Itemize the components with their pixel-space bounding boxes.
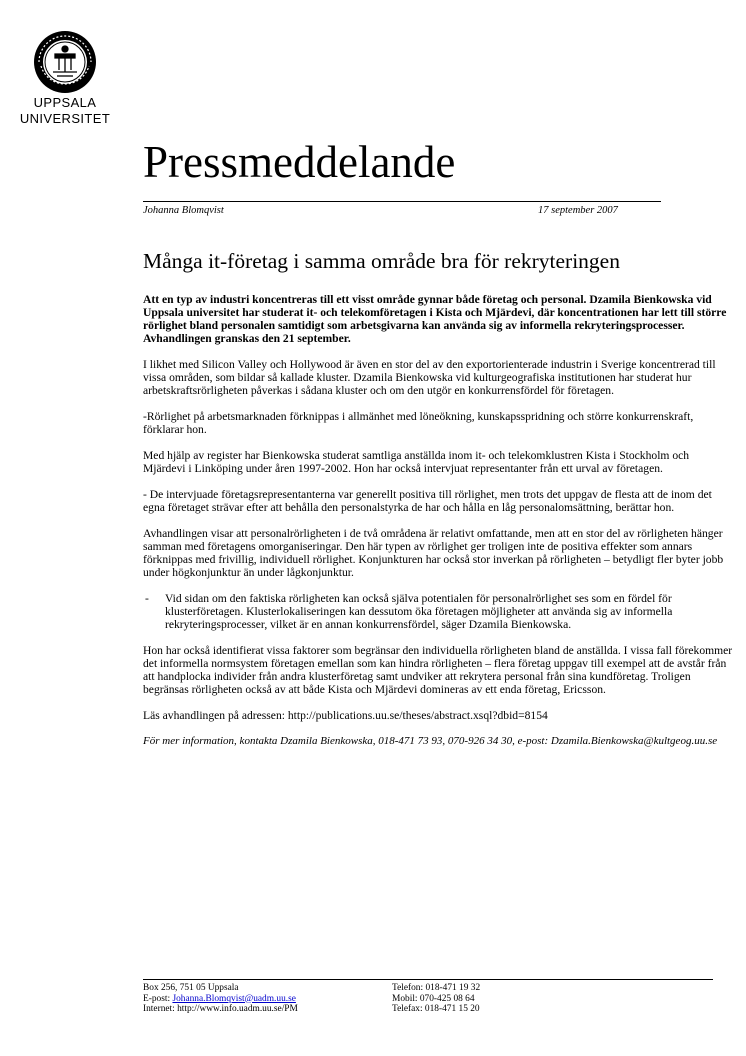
footer-divider: [143, 979, 713, 980]
university-name-line-1: UPPSALA: [33, 95, 97, 110]
footer-left: [143, 983, 298, 1015]
article-headline: Många it-företag i samma område bra för rekryteringen: [143, 249, 620, 273]
paragraph-1: I likhet med Silicon Valley och Hollywood är även en stor del av den exportorienterade industrin i Sverige koncentrerad till vissa områden, som bildar så kallade kluster. Dzamila Bienkowska vid kulturgeografiska institutionen har studerat hur arbetskraftsrörligheten påverkas i sådana kluster och om den utgör en konkurrensfördel för företagen.: [143, 358, 716, 397]
contact-info: För mer information, kontakta Dzamila Bienkowska, 018-471 73 93, 070-926 34 30, e-post: Dzamila.Bienkowska@kultgeog.uu.se: [143, 735, 718, 747]
paragraph-6: Hon har också identifierat vissa faktorer som begränsar den individuella rörligheten bland de anställda. I vissa fall förekommer det informella normsystem företagen emellan som kan hindra rörligheten – flera företag uppgav till exempel att de avstår från att handplocka individer från andra klusterföretag samt undviker att rekrytera personal från sina kundföretag. Troligen begränsas rörligheten också av att både Kista och Mjärdevi domineras av ett enda företag, Ericsson.: [143, 644, 733, 696]
university-name-line-2: UNIVERSITET: [19, 111, 111, 126]
footer-fax: Telefax: 018-471 15 20: [392, 1004, 480, 1014]
footer-email-label: E-post:: [143, 993, 173, 1004]
bullet-mark: -: [145, 592, 149, 605]
article-body: [143, 293, 733, 761]
university-seal-icon: [33, 30, 97, 94]
release-date: 17 september 2007: [538, 205, 618, 216]
paragraph-5: Avhandlingen visar att personalrörligheten i de två områdena är relativt omfattande, men att en stor del av rörligheten hänger samman med företagens omorganiseringar. Den här typen av rörlighet ger troligen inte de positiva effekter som annars förknippas med frivillig, individuell rörlighet. Konjunkturen har också stor inverkan på rörligheten – betydligt fler byter jobb under högkonjunktur än under lågkonjunktur.: [143, 527, 724, 579]
footer-address: Box 256, 751 05 Uppsala: [143, 983, 239, 993]
bullet-text: Vid sidan om den faktiska rörligheten kan också själva potentialen för personalrörlighet ses som en fördel för klusterföretagen. Klusterlokaliseringen kan dessutom öka företagen möjligheter att använda sig av informella rekryteringsprocesser, vilket är en annan konkurrensfördel, säger Dzamila Bienkowska.: [165, 592, 673, 631]
footer-phone: Telefon: 018-471 19 32: [392, 983, 481, 993]
footer-email-link[interactable]: Johanna.Blomqvist@uadm.uu.se: [172, 993, 296, 1004]
footer-internet: Internet: http://www.info.uadm.uu.se/PM: [143, 1004, 298, 1014]
university-logo: [0, 30, 130, 126]
footer-right: [392, 983, 480, 1015]
header-divider: [143, 201, 661, 202]
paragraph-2: -Rörlighet på arbetsmarknaden förknippas i allmänhet med löneökning, kunskapsspridning och större konkurrenskraft, förklarar hon.: [143, 410, 694, 436]
footer-mobile: Mobil: 070-425 08 64: [392, 993, 475, 1004]
footer-email-line: [143, 994, 298, 1005]
bullet-item: [143, 592, 733, 631]
paragraph-3: Med hjälp av register har Bienkowska studerat samtliga anställda inom it- och telekomklustren Kista i Stockholm och Mjärdevi i Linköping under åren 1997-2002. Hon har också intervjuat representanter från ett urval av företagen.: [143, 449, 690, 475]
page-title: Pressmeddelande: [143, 137, 456, 187]
paragraph-4: - De intervjuade företagsrepresentanterna var generellt positiva till rörlighet, men trots det uppgav de flesta att de inom det egna företaget strävar efter att behålla den personalstyrka de har och hålla en låg personalomsättning, berättar hon.: [143, 488, 712, 514]
author-name: Johanna Blomqvist: [143, 205, 224, 216]
thesis-link-paragraph: Läs avhandlingen på adressen: http://publications.uu.se/theses/abstract.xsql?dbid=8154: [143, 709, 548, 722]
lead-paragraph: Att en typ av industri koncentreras till ett visst område gynnar både företag och personal. Dzamila Bienkowska vid Uppsala universitet har studerat it- och telekomföretagen i Kista och Mjärdevi, där koncentrationen har lett till större rörlighet bland personalen samtidigt som arbetsgivarna kan använda sig av informella rekryteringsprocesser. Avhandlingen granskas den 21 september.: [143, 293, 727, 345]
